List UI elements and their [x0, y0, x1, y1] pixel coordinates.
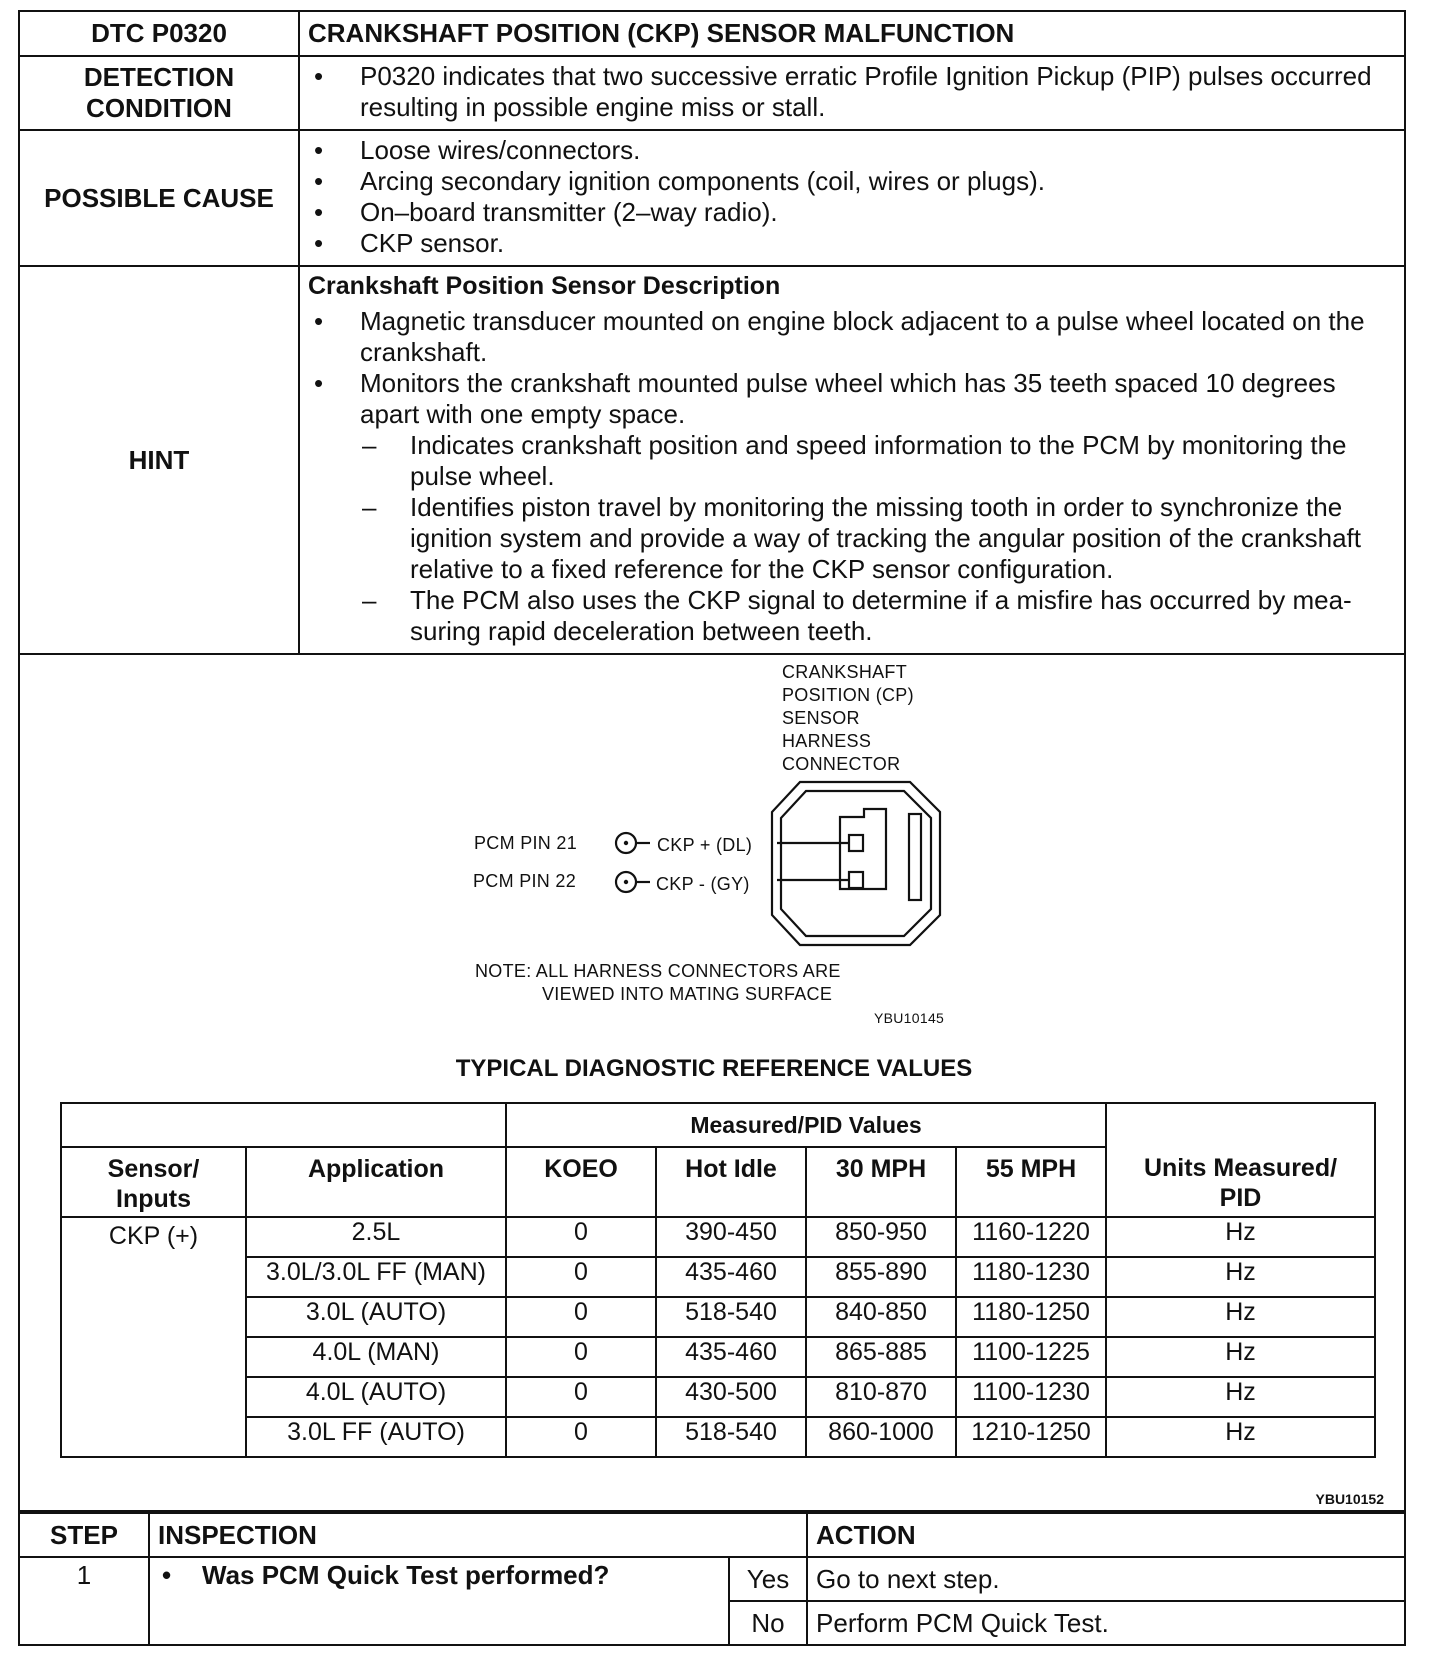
diagram-note-line2: VIEWED INTO MATING SURFACE	[542, 984, 833, 1004]
table-row: 3.0L FF (AUTO) 0 518-540 860-1000 1210-1250 Hz	[61, 1417, 1375, 1457]
list-item: • CKP sensor.	[314, 228, 505, 258]
step-number: 1	[19, 1557, 149, 1645]
possible-cause-label: POSSIBLE CAUSE	[19, 130, 299, 266]
steps-table	[18, 1512, 1406, 1646]
ref-sensor-cell: CKP (+)	[61, 1217, 246, 1457]
list-subitem: – Identifies piston travel by monitoring the missing tooth in order to synchronize the ignition system and provide a way of tracking the angular position of the crankshaft relative to a fixed reference for the CKP sensor configuration.	[362, 492, 1361, 584]
ref-header-55mph: 55 MPH	[956, 1147, 1106, 1217]
step-no-label: No	[729, 1601, 807, 1645]
list-subitem: – The PCM also uses the CKP signal to determine if a misfire has occurred by mea-suring rapid deceleration between teeth.	[362, 585, 1352, 646]
step-question: • Was PCM Quick Test performed?	[149, 1557, 729, 1645]
figure-panel	[20, 655, 1404, 1510]
hint-label: HINT	[19, 266, 299, 654]
table-row: 3.0L (AUTO) 0 518-540 840-850 1180-1250 Hz	[61, 1297, 1375, 1337]
detection-condition-text	[299, 56, 1405, 130]
ref-header-30mph: 30 MPH	[806, 1147, 956, 1217]
step-yes-action: Go to next step.	[807, 1557, 1405, 1601]
figure-area	[19, 654, 1405, 1511]
possible-cause-list	[299, 130, 1405, 266]
ref-header-blank-right	[1106, 1103, 1375, 1147]
pin-22-label: PCM PIN 22	[473, 871, 577, 891]
list-item: • P0320 indicates that two successive erratic Profile Ignition Pickup (PIP) pulses occurred resulting in possible engine miss or stall.	[314, 61, 1372, 122]
table-row: 3.0L/3.0L FF (MAN) 0 435-460 855-890 1180-1230 Hz	[61, 1257, 1375, 1297]
ref-header-application: Application	[246, 1147, 506, 1217]
table-row: 4.0L (MAN) 0 435-460 865-885 1100-1225 Hz	[61, 1337, 1375, 1377]
ref-header-koeo: KOEO	[506, 1147, 656, 1217]
ref-header-sensor: Sensor/ Inputs	[61, 1147, 246, 1217]
step-yes-label: Yes	[729, 1557, 807, 1601]
connector-key-slot	[909, 814, 921, 900]
pin-21-dot	[624, 841, 628, 845]
step-no-action: Perform PCM Quick Test.	[807, 1601, 1405, 1645]
table-row: CKP (+) 2.5L 0 390-450 850-950 1160-1220 Hz	[61, 1217, 1375, 1257]
dtc-table	[18, 10, 1406, 1512]
connector-label: CRANKSHAFT POSITION (CP) SENSOR HARNESS CONNECTOR	[782, 662, 914, 774]
pin-22-signal: CKP - (GY)	[656, 874, 750, 894]
list-item: • Loose wires/connectors.	[314, 135, 641, 165]
list-item: • Arcing secondary ignition components (coil, wires or plugs).	[314, 166, 1045, 196]
ref-header-units: Units Measured/ PID	[1106, 1147, 1375, 1217]
hint-heading: Crankshaft Position Sensor Description	[308, 272, 781, 300]
reference-values-title: TYPICAL DIAGNOSTIC REFERENCE VALUES	[455, 1055, 973, 1082]
diagram-note-line1: NOTE: ALL HARNESS CONNECTORS ARE	[475, 961, 841, 981]
reference-values-table	[60, 1102, 1376, 1458]
pin-21-signal: CKP + (DL)	[657, 835, 753, 855]
pin-21-label: PCM PIN 21	[474, 833, 578, 853]
steps-header-step: STEP	[19, 1513, 149, 1557]
pin-21-terminal	[849, 835, 863, 851]
ref-group-header: Measured/PID Values	[506, 1103, 1106, 1147]
list-subitem: – Indicates crankshaft position and speed information to the PCM by monitoring the pulse wheel.	[362, 430, 1347, 491]
table-row: 4.0L (AUTO) 0 430-500 810-870 1100-1230 Hz	[61, 1377, 1375, 1417]
ref-header-hot-idle: Hot Idle	[656, 1147, 806, 1217]
detection-condition-label: DETECTION CONDITION	[19, 56, 299, 130]
list-item: • Magnetic transducer mounted on engine block adjacent to a pulse wheel located on the crankshaft.	[314, 306, 1365, 367]
hint-content	[299, 266, 1405, 654]
steps-header-inspection: INSPECTION	[149, 1513, 807, 1557]
dtc-sheet	[18, 10, 1406, 1646]
pin-22-terminal	[849, 872, 863, 888]
reference-figure-id: YBU10152	[1315, 1491, 1384, 1507]
diagram-figure-id: YBU10145	[874, 1010, 945, 1026]
pin-22-dot	[624, 880, 628, 884]
ref-header-blank	[61, 1103, 506, 1147]
steps-header-action: ACTION	[807, 1513, 1405, 1557]
list-item: • On–board transmitter (2–way radio).	[314, 197, 778, 227]
dtc-title: CRANKSHAFT POSITION (CKP) SENSOR MALFUNCTION	[299, 11, 1405, 56]
dtc-code: DTC P0320	[19, 11, 299, 56]
connector-outer-shell	[772, 782, 940, 945]
list-item: • Monitors the crankshaft mounted pulse wheel which has 35 teeth spaced 10 degrees apart with one empty space.	[314, 368, 1336, 429]
